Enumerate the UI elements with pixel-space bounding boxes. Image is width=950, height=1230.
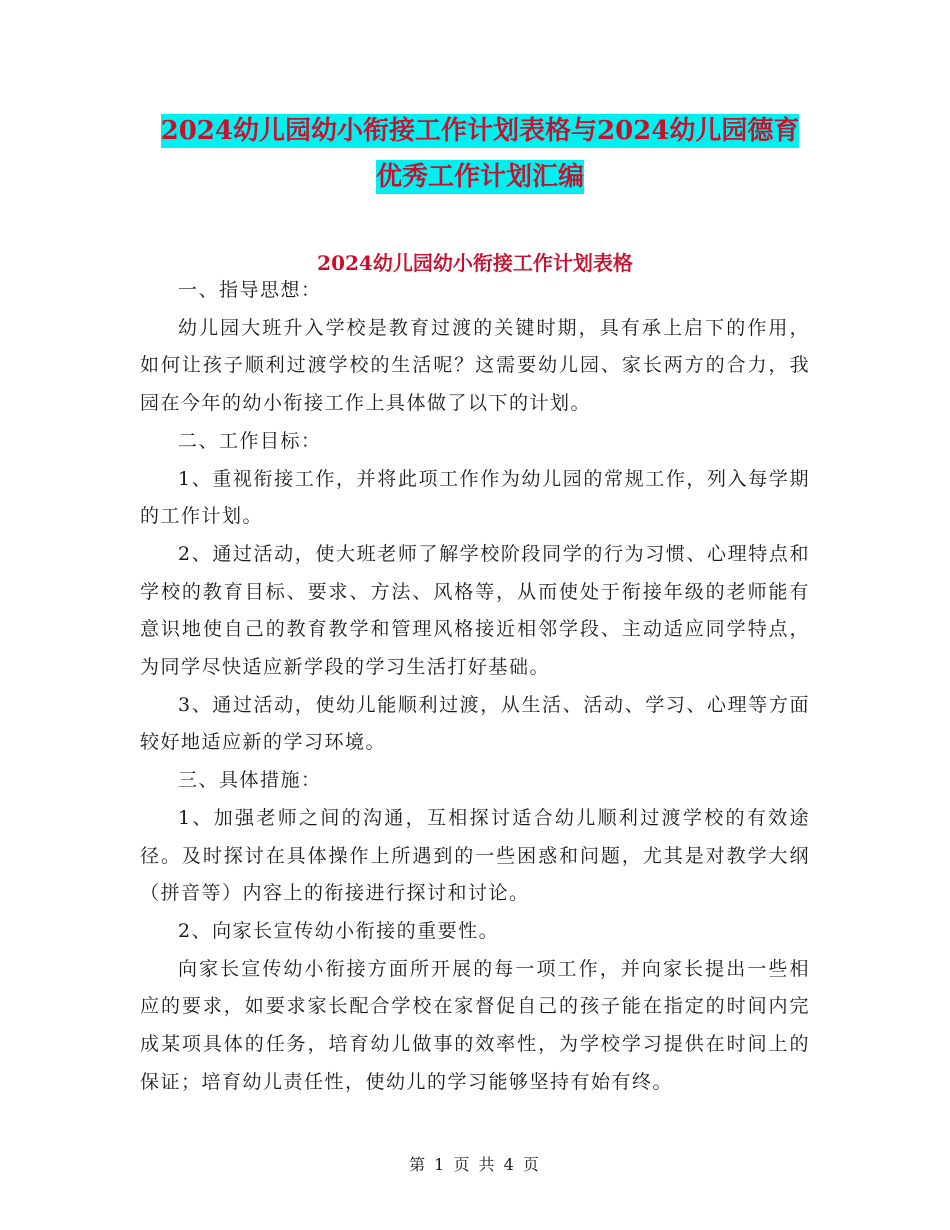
heading-specific-measures: 三、具体措施： <box>178 769 322 792</box>
paragraph: 向家长宣传幼小衔接方面所开展的每一项工作，并向家长提出一些相应的要求，如要求家长配合学校在家督促自己的孩子能在指定的时间内完成某项具体的任务，培育幼儿做事的效率性，为学校学习提供在时间上的保证；培育幼儿责任性，使幼儿的学习能够坚持有始有终。 <box>140 957 810 1093</box>
document-title-line-1: 2024幼儿园幼小衔接工作计划表格与2024幼儿园德育 <box>160 116 800 146</box>
paragraph: 1、加强老师之间的沟通，互相探讨适合幼儿顺利过渡学校的有效途径。及时探讨在具体操作上所遇到的一些困惑和问题，尤其是对教学大纲（拼音等）内容上的衔接进行探讨和讨论。 <box>140 806 810 905</box>
document-title-line-2: 优秀工作计划汇编 <box>375 162 584 192</box>
document-title <box>140 108 820 200</box>
heading-guiding-thought: 一、指导思想： <box>178 279 322 301</box>
page-footer: 第 1 页 共 4 页 <box>409 1155 541 1174</box>
document-body <box>140 272 810 1101</box>
section-title: 2024幼儿园幼小衔接工作计划表格 <box>317 251 633 275</box>
paragraph: 2、向家长宣传幼小衔接的重要性。 <box>178 919 500 942</box>
paragraph: 3、通过活动，使幼儿能顺利过渡，从生活、活动、学习、心理等方面较好地适应新的学习环境。 <box>140 693 810 754</box>
paragraph: 2、通过活动，使大班老师了解学校阶段同学的行为习惯、心理特点和学校的教育目标、要求、方法、风格等，从而使处于衔接年级的老师能有意识地使自己的教育教学和管理风格接近相邻学段、主动适应同学特点，为同学尽快适应新学段的学习生活打好基础。 <box>140 542 810 679</box>
paragraph: 幼儿园大班升入学校是教育过渡的关键时期，具有承上启下的作用，如何让孩子顺利过渡学校的生活呢？这需要幼儿园、家长两方的合力，我园在今年的幼小衔接工作上具体做了以下的计划。 <box>140 316 810 415</box>
heading-work-goals: 二、工作目标： <box>178 429 322 452</box>
paragraph: 1、重视衔接工作，并将此项工作作为幼儿园的常规工作，列入每学期的工作计划。 <box>140 467 810 528</box>
